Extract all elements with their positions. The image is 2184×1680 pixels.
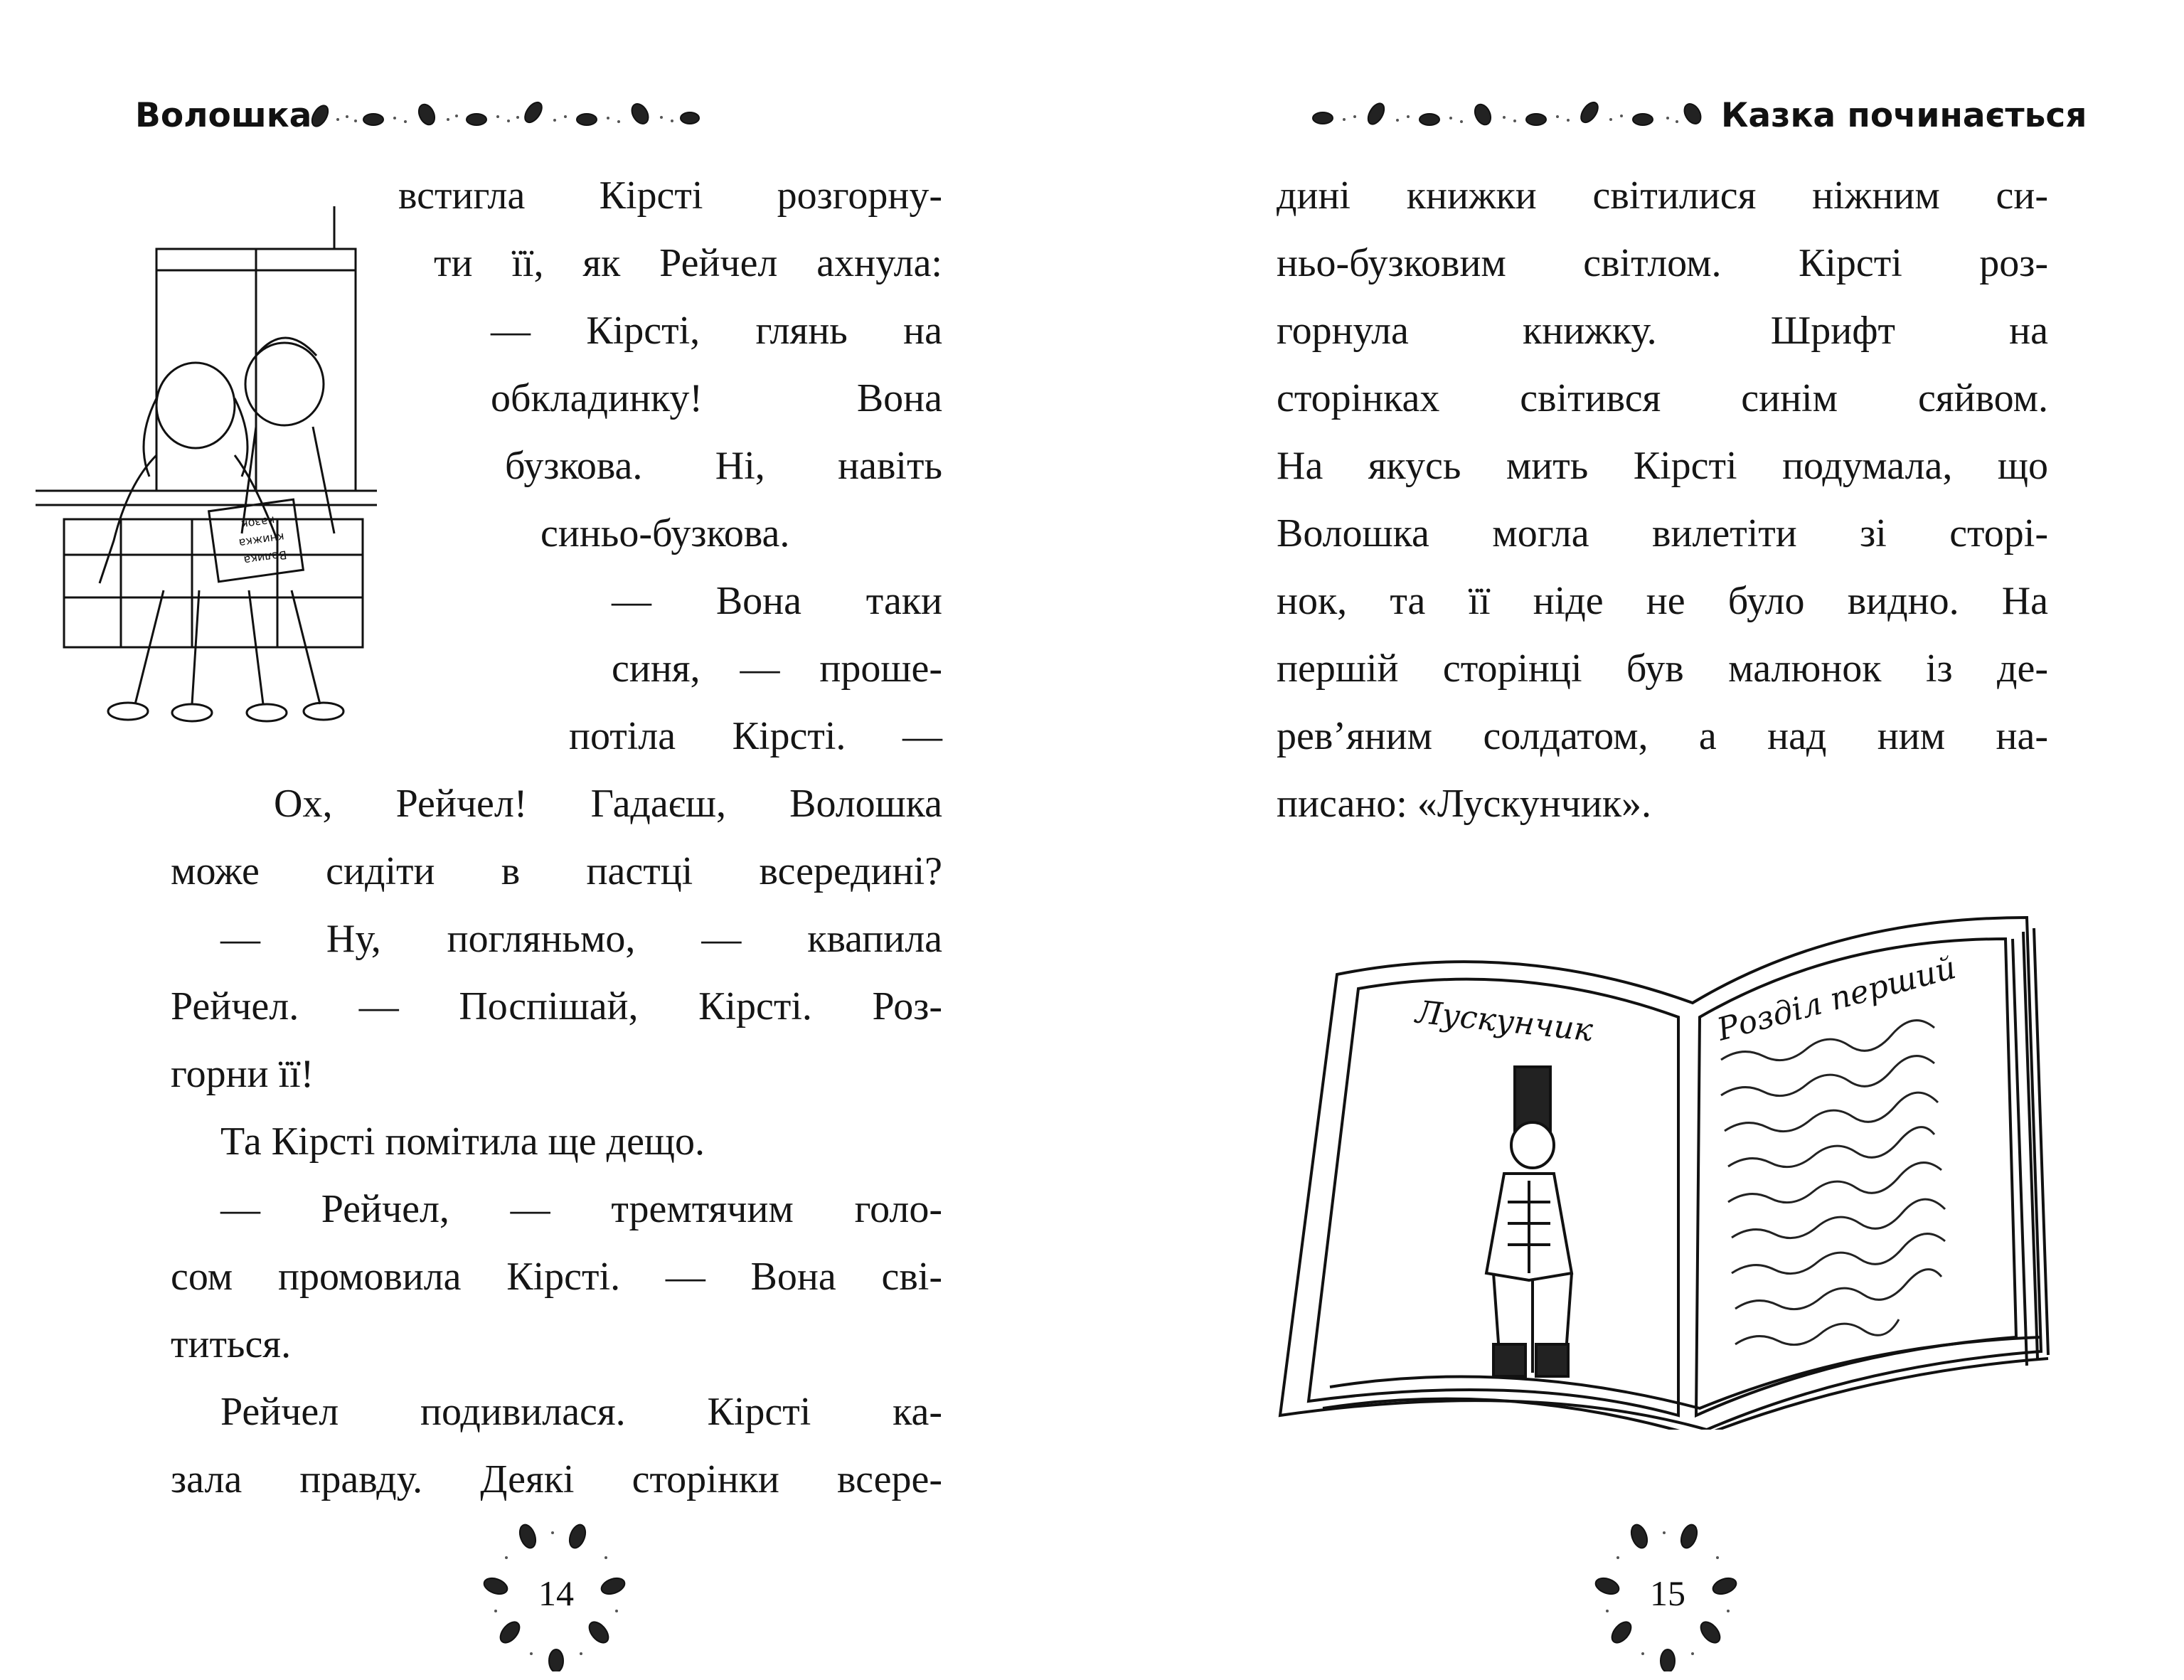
book-cover-text: казок (240, 514, 276, 532)
leaf-border-icon (1309, 91, 1707, 141)
text-line: — Кірсті, глянь на (491, 309, 942, 353)
text-line: встигла Кірсті розгорну- (398, 174, 942, 218)
text-line: першій сторінці був малюнок із де- (1277, 647, 2048, 691)
nutcracker-icon (1486, 1067, 1572, 1376)
text-line: — Ну, погляньмо, — квапила (220, 917, 942, 961)
text-line: сом промовила Кірсті. — Вона сві- (171, 1255, 942, 1299)
text-line: зала правду. Деякі сторінки всере- (171, 1457, 942, 1501)
text-line: сторінках світився синім сяйвом. (1277, 376, 2048, 420)
book-cover-text: Велика (243, 548, 288, 568)
book-left-title: Лускунчик (1414, 994, 1595, 1049)
text-line: Ох, Рейчел! Гадаєш, Волошка (274, 782, 942, 826)
text-line: Та Кірсті помітила ще дещо. (220, 1120, 705, 1164)
text-line: обкладинку! Вона (491, 376, 942, 420)
text-line: нок, та її ніде не було видно. На (1277, 579, 2048, 623)
right-page-body (1277, 162, 2048, 838)
text-line: — Вона таки (612, 579, 942, 623)
text-line: писано: «Лускунчик». (1277, 782, 1652, 826)
text-line: На якусь мить Кірсті подумала, що (1277, 444, 2048, 488)
text-line: — Рейчел, — тремтячим голо- (220, 1187, 942, 1231)
text-line: синя, — проше- (612, 647, 942, 691)
left-running-header: Волошка (135, 96, 312, 135)
text-line: горни її! (171, 1052, 314, 1096)
book-right-title: Розділ перший (1713, 950, 1960, 1048)
text-line: синьо-бузкова. (540, 511, 790, 555)
page-number-badge (1589, 1515, 1746, 1671)
text-line: Рейчел. — Поспішай, Кірсті. Роз- (171, 984, 942, 1028)
text-line: ти її, як Рейчел ахнула: (434, 241, 942, 285)
page-number: 15 (1650, 1573, 1685, 1613)
handwriting-lines-icon (1721, 1021, 1945, 1345)
text-line: Волошка могла вилетіти зі сторі- (1277, 511, 2048, 555)
page-number-badge (478, 1515, 634, 1671)
text-line: горнула книжку. Шрифт на (1277, 309, 2048, 353)
text-line: може сидіти в пастці всередині? (171, 849, 942, 893)
text-line: бузкова. Ні, навіть (505, 444, 942, 488)
text-line: рев’яним солдатом, а над ним на- (1277, 714, 2048, 758)
right-running-header: Казка починається (1721, 96, 2087, 135)
left-page-body (171, 162, 942, 1514)
text-line: потіла Кірсті. — (569, 714, 942, 758)
book-cover-text: книжка (238, 530, 286, 551)
text-line: дині книжки світилися ніжним си- (1277, 174, 2048, 218)
text-line: Рейчел подивилася. Кірсті ка- (220, 1390, 942, 1434)
open-book-nutcracker-icon (1266, 889, 2055, 1430)
text-line: ньо-бузковим світлом. Кірсті роз- (1277, 241, 2048, 285)
leaf-border-icon (306, 91, 704, 141)
page-number: 14 (538, 1573, 574, 1613)
text-line: титься. (171, 1322, 292, 1366)
